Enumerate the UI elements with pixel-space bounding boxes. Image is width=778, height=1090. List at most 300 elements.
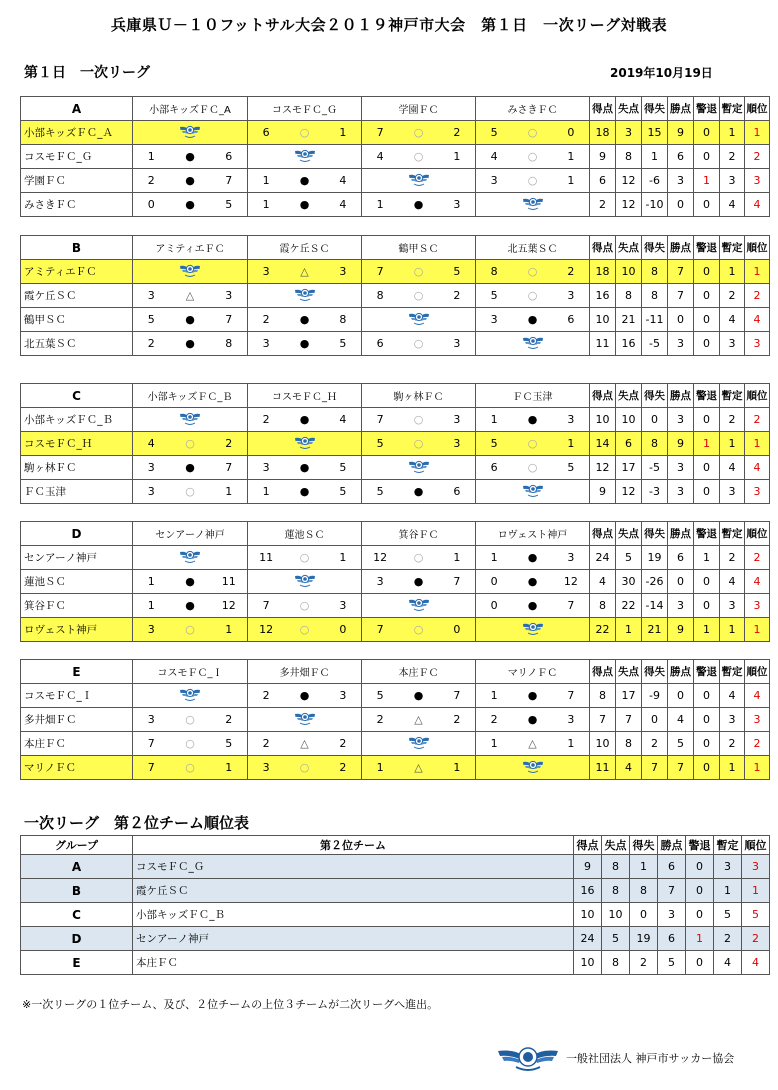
stat-value: 0 (694, 456, 720, 480)
result-mark: ○ (527, 126, 538, 139)
team-row (21, 480, 770, 504)
association-name: 一般社団法人 神戸市サッカー協会 (566, 1052, 735, 1065)
stat-value: 1 (630, 855, 658, 879)
match-result-cell (362, 618, 476, 642)
column-team-name: 霞ケ丘ＳＣ (248, 236, 362, 260)
stat-value: 0 (686, 879, 714, 903)
stat-value: 5 (602, 927, 630, 951)
result-mark: ● (185, 198, 195, 211)
stat-header: 順位 (745, 660, 770, 684)
self-match-cell (476, 480, 590, 504)
score-against: 4 (339, 174, 347, 187)
score-for: 4 (147, 437, 155, 450)
stat-header: 暫定 (714, 836, 742, 855)
stat-value: 12 (590, 456, 616, 480)
score-against: 2 (339, 761, 347, 774)
score-against: 1 (567, 174, 575, 187)
match-result-cell (476, 408, 590, 432)
match-result-cell (476, 432, 590, 456)
score-against: 2 (225, 437, 233, 450)
stat-header: 勝点 (668, 384, 694, 408)
team-name: 霞ケ丘ＳＣ (133, 879, 574, 903)
column-team-name: ＦＣ玉津 (476, 384, 590, 408)
stat-value: 6 (616, 432, 642, 456)
stat-value: 3 (720, 332, 745, 356)
score-against: 1 (225, 761, 233, 774)
match-result-cell (133, 756, 248, 780)
result-mark: ● (527, 551, 538, 564)
stat-value: 1 (720, 260, 745, 284)
match-result-cell (476, 594, 590, 618)
score-against: 1 (339, 126, 347, 139)
score-against: 7 (567, 689, 575, 702)
stat-value: 6 (668, 546, 694, 570)
score-against: 12 (221, 599, 236, 612)
column-team-name: 蓮池ＳＣ (248, 522, 362, 546)
column-team-name: みさきＦＣ (476, 97, 590, 121)
self-match-cell (248, 432, 362, 456)
stat-header: 順位 (745, 236, 770, 260)
match-result-cell (476, 145, 590, 169)
score-against: 2 (339, 737, 347, 750)
self-match-cell (362, 594, 476, 618)
score-against: 3 (567, 413, 575, 426)
team-name: みさきＦＣ (21, 193, 133, 217)
self-match-cell (248, 708, 362, 732)
score-for: 6 (376, 337, 384, 350)
match-result-cell (133, 145, 248, 169)
team-row (21, 260, 770, 284)
result-mark: ○ (527, 461, 538, 474)
score-against: 3 (567, 551, 575, 564)
match-result-cell (248, 193, 362, 217)
score-for: 5 (490, 289, 498, 302)
second-place-row (21, 855, 770, 879)
result-mark: ○ (185, 485, 195, 498)
score-for: 8 (490, 265, 498, 278)
stat-header: 得点 (574, 836, 602, 855)
score-for: 7 (376, 623, 384, 636)
stat-value: 1 (720, 618, 745, 642)
group-label: B (21, 236, 133, 260)
team-name: マリノＦＣ (21, 756, 133, 780)
stat-header: 警退 (694, 97, 720, 121)
match-result-cell (248, 618, 362, 642)
score-against: 2 (225, 713, 233, 726)
self-match-cell (248, 570, 362, 594)
group-label: A (21, 97, 133, 121)
stat-value: 2 (745, 145, 770, 169)
match-result-cell (362, 284, 476, 308)
second-place-table (20, 835, 770, 975)
stat-value: 12 (616, 193, 642, 217)
score-against: 7 (225, 174, 233, 187)
stat-header: 順位 (745, 522, 770, 546)
team-emblem-icon (294, 572, 316, 588)
result-mark: ○ (185, 713, 195, 726)
score-for: 5 (376, 485, 384, 498)
group-label: D (21, 522, 133, 546)
stat-value: 17 (616, 684, 642, 708)
column-team-name: ロヴェスト神戸 (476, 522, 590, 546)
result-mark: ● (527, 689, 538, 702)
team-name: ＦＣ玉津 (21, 480, 133, 504)
second-place-row (21, 903, 770, 927)
stat-value: 4 (745, 193, 770, 217)
stat-value: 8 (602, 951, 630, 975)
result-mark: ○ (413, 337, 424, 350)
result-mark: ○ (527, 265, 538, 278)
column-team-name: 小部キッズＦＣ_Ｂ (133, 384, 248, 408)
match-result-cell (248, 756, 362, 780)
score-for: 4 (376, 150, 384, 163)
score-for: 1 (262, 198, 270, 211)
match-result-cell (476, 260, 590, 284)
match-result-cell (476, 570, 590, 594)
team-emblem-icon (179, 410, 201, 426)
column-team-name: コスモＦＣ_Ｇ (248, 97, 362, 121)
match-result-cell (133, 618, 248, 642)
stat-value: 12 (616, 480, 642, 504)
stat-value: 10 (602, 903, 630, 927)
team-row (21, 708, 770, 732)
team-name: センアーノ神戸 (133, 927, 574, 951)
team-name: 小部キッズＦＣ_Ｂ (21, 408, 133, 432)
league-header-row (21, 97, 770, 121)
stat-value: 3 (745, 169, 770, 193)
stat-value: 2 (720, 284, 745, 308)
stat-value: 0 (694, 408, 720, 432)
team-row (21, 756, 770, 780)
team-row (21, 618, 770, 642)
stat-value: 6 (590, 169, 616, 193)
stat-value: 3 (745, 594, 770, 618)
stat-value: 2 (630, 951, 658, 975)
result-mark: ○ (413, 551, 424, 564)
score-for: 1 (490, 737, 498, 750)
stat-header: 得失 (642, 97, 668, 121)
self-match-cell (133, 408, 248, 432)
stat-value: -5 (642, 332, 668, 356)
score-for: 1 (490, 413, 498, 426)
team-name: コスモＦＣ_Ｉ (21, 684, 133, 708)
team-emblem-icon (522, 620, 544, 636)
stat-value: -3 (642, 480, 668, 504)
match-result-cell (248, 594, 362, 618)
column-team-name: 鶴甲ＳＣ (362, 236, 476, 260)
score-for: 2 (262, 313, 270, 326)
stat-value: 7 (658, 879, 686, 903)
team-name: コスモＦＣ_Ｇ (21, 145, 133, 169)
score-for: 3 (147, 485, 155, 498)
result-mark: ○ (413, 623, 424, 636)
team-row (21, 308, 770, 332)
group-label: E (21, 660, 133, 684)
stat-header: 勝点 (658, 836, 686, 855)
match-result-cell (248, 480, 362, 504)
stat-value: 30 (616, 570, 642, 594)
stat-value: 0 (686, 855, 714, 879)
score-for: 12 (373, 551, 388, 564)
score-against: 7 (225, 461, 233, 474)
stat-value: 4 (616, 756, 642, 780)
score-for: 6 (490, 461, 498, 474)
team-name: 学園ＦＣ (21, 169, 133, 193)
match-result-cell (133, 432, 248, 456)
score-against: 7 (567, 599, 575, 612)
team-name: 本庄ＦＣ (133, 951, 574, 975)
stat-value: 0 (694, 145, 720, 169)
match-result-cell (133, 708, 248, 732)
stat-value: 1 (694, 618, 720, 642)
score-for: 3 (262, 337, 270, 350)
league-table-a (20, 96, 770, 217)
result-mark: ● (185, 599, 195, 612)
result-mark: ○ (527, 289, 538, 302)
stat-header: 暫定 (720, 384, 745, 408)
score-for: 11 (259, 551, 274, 564)
score-against: 4 (339, 413, 347, 426)
match-result-cell (362, 332, 476, 356)
stat-value: 1 (714, 879, 742, 903)
score-for: 7 (147, 761, 155, 774)
score-for: 7 (376, 126, 384, 139)
score-for: 5 (490, 126, 498, 139)
stat-value: 0 (694, 708, 720, 732)
advancement-note: ※一次リーグの１位チーム、及び、２位チームの上位３チームが二次リーグへ進出。 (22, 998, 439, 1011)
stat-value: 0 (642, 408, 668, 432)
stat-header: 失点 (616, 522, 642, 546)
score-for: 2 (147, 337, 155, 350)
stat-value: 8 (616, 145, 642, 169)
stat-value: 22 (590, 618, 616, 642)
score-for: 3 (262, 265, 270, 278)
result-mark: ● (185, 150, 195, 163)
match-result-cell (476, 121, 590, 145)
match-result-cell (133, 570, 248, 594)
stat-value: 16 (616, 332, 642, 356)
stat-value: 8 (642, 284, 668, 308)
score-for: 0 (490, 575, 498, 588)
stat-value: 8 (630, 879, 658, 903)
stat-header: 警退 (694, 236, 720, 260)
result-mark: ○ (413, 437, 424, 450)
stat-value: 3 (745, 480, 770, 504)
stat-value: 3 (668, 169, 694, 193)
self-match-cell (362, 456, 476, 480)
stat-value: 2 (590, 193, 616, 217)
score-for: 1 (262, 485, 270, 498)
match-result-cell (362, 480, 476, 504)
stat-value: 11 (590, 756, 616, 780)
team-emblem-icon (294, 147, 316, 163)
score-against: 3 (567, 713, 575, 726)
result-mark: ● (527, 713, 538, 726)
column-team-name: 小部キッズＦＣ_A (133, 97, 248, 121)
stat-value: 3 (742, 855, 770, 879)
result-mark: ○ (413, 126, 424, 139)
result-mark: ● (185, 174, 195, 187)
score-against: 1 (567, 150, 575, 163)
stat-value: -10 (642, 193, 668, 217)
result-mark: ○ (527, 150, 538, 163)
score-against: 4 (339, 198, 347, 211)
stat-value: 3 (668, 332, 694, 356)
stat-value: 10 (590, 408, 616, 432)
team-name: 多井畑ＦＣ (21, 708, 133, 732)
column-team-name: 多井畑ＦＣ (248, 660, 362, 684)
score-against: 1 (225, 485, 233, 498)
match-result-cell (362, 145, 476, 169)
stat-value: 10 (590, 732, 616, 756)
stat-value: 21 (616, 308, 642, 332)
stat-value: 7 (642, 756, 668, 780)
match-result-cell (362, 546, 476, 570)
team-row (21, 408, 770, 432)
score-against: 2 (453, 126, 461, 139)
score-against: 6 (453, 485, 461, 498)
score-against: 6 (225, 150, 233, 163)
result-mark: ○ (299, 761, 310, 774)
team-row (21, 121, 770, 145)
score-for: 6 (262, 126, 270, 139)
result-mark: ● (299, 313, 310, 326)
stat-value: 8 (590, 594, 616, 618)
score-for: 1 (262, 174, 270, 187)
stat-value: 10 (616, 408, 642, 432)
match-result-cell (248, 121, 362, 145)
stat-value: 0 (630, 903, 658, 927)
score-for: 1 (147, 575, 155, 588)
team-emblem-icon (179, 686, 201, 702)
team-name: 駒ヶ林ＦＣ (21, 456, 133, 480)
score-against: 1 (453, 150, 461, 163)
column-team-name: 箕谷ＦＣ (362, 522, 476, 546)
stat-header: 得点 (590, 236, 616, 260)
page-title: 兵庫県Ｕ－１０フットサル大会２０１９神戸市大会 第１日 一次リーグ対戦表 (110, 16, 668, 34)
match-result-cell (362, 432, 476, 456)
stat-value: 9 (574, 855, 602, 879)
score-against: 3 (339, 689, 347, 702)
stat-value: 8 (602, 855, 630, 879)
result-mark: ● (185, 575, 195, 588)
stat-value: 1 (745, 260, 770, 284)
score-against: 3 (453, 413, 461, 426)
stat-value: 7 (616, 708, 642, 732)
score-for: 12 (259, 623, 274, 636)
team-emblem-icon (179, 262, 201, 278)
stat-value: 1 (742, 879, 770, 903)
stat-value: 24 (574, 927, 602, 951)
match-result-cell (362, 570, 476, 594)
stat-header: 得失 (642, 236, 668, 260)
match-result-cell (476, 708, 590, 732)
stat-header: 暫定 (720, 236, 745, 260)
result-mark: ○ (185, 437, 195, 450)
stat-value: 2 (745, 732, 770, 756)
match-result-cell (133, 193, 248, 217)
match-result-cell (133, 308, 248, 332)
stat-value: 3 (745, 332, 770, 356)
stat-value: 9 (668, 432, 694, 456)
score-against: 3 (567, 289, 575, 302)
stat-value: 10 (616, 260, 642, 284)
footer (496, 1043, 734, 1073)
score-for: 1 (376, 198, 384, 211)
team-name: 鶴甲ＳＣ (21, 308, 133, 332)
stat-header: 勝点 (668, 660, 694, 684)
group-letter: C (21, 903, 133, 927)
stat-value: 4 (745, 684, 770, 708)
score-against: 3 (453, 437, 461, 450)
result-mark: ○ (527, 437, 538, 450)
result-mark: ○ (299, 551, 310, 564)
team-name: アミティエＦＣ (21, 260, 133, 284)
score-against: 8 (225, 337, 233, 350)
self-match-cell (248, 284, 362, 308)
result-mark: ○ (185, 761, 195, 774)
stat-value: 1 (745, 756, 770, 780)
second-place-row (21, 927, 770, 951)
score-against: 5 (339, 337, 347, 350)
stat-value: 1 (720, 121, 745, 145)
score-against: 2 (453, 713, 461, 726)
stat-header: 失点 (616, 660, 642, 684)
score-against: 12 (563, 575, 578, 588)
stat-value: 18 (590, 121, 616, 145)
stat-value: 24 (590, 546, 616, 570)
score-for: 3 (376, 575, 384, 588)
match-result-cell (133, 456, 248, 480)
team-column-header: 第２位チーム (133, 836, 574, 855)
score-against: 7 (225, 313, 233, 326)
result-mark: △ (300, 737, 309, 750)
stat-value: 8 (642, 432, 668, 456)
stat-value: 3 (668, 480, 694, 504)
stat-value: 4 (720, 684, 745, 708)
column-team-name: 本庄ＦＣ (362, 660, 476, 684)
team-row (21, 284, 770, 308)
stat-value: 6 (658, 927, 686, 951)
stat-header: 暫定 (720, 522, 745, 546)
stat-value: 21 (642, 618, 668, 642)
score-for: 8 (376, 289, 384, 302)
stat-header: 失点 (602, 836, 630, 855)
result-mark: ● (527, 313, 538, 326)
stat-value: 1 (686, 927, 714, 951)
stat-header: 得失 (642, 384, 668, 408)
match-result-cell (248, 332, 362, 356)
stat-value: 1 (694, 546, 720, 570)
score-for: 2 (262, 689, 270, 702)
column-team-name: アミティエＦＣ (133, 236, 248, 260)
score-against: 11 (221, 575, 236, 588)
match-result-cell (362, 193, 476, 217)
column-team-name: コスモＦＣ_Ｉ (133, 660, 248, 684)
result-mark: ○ (413, 413, 424, 426)
group-letter: B (21, 879, 133, 903)
stat-value: 0 (694, 284, 720, 308)
stat-value: 3 (720, 708, 745, 732)
match-result-cell (476, 684, 590, 708)
score-for: 3 (147, 623, 155, 636)
result-mark: △ (300, 265, 309, 278)
stat-value: -14 (642, 594, 668, 618)
stat-value: 14 (590, 432, 616, 456)
stat-value: 6 (658, 855, 686, 879)
match-result-cell (476, 546, 590, 570)
stat-value: 0 (642, 708, 668, 732)
